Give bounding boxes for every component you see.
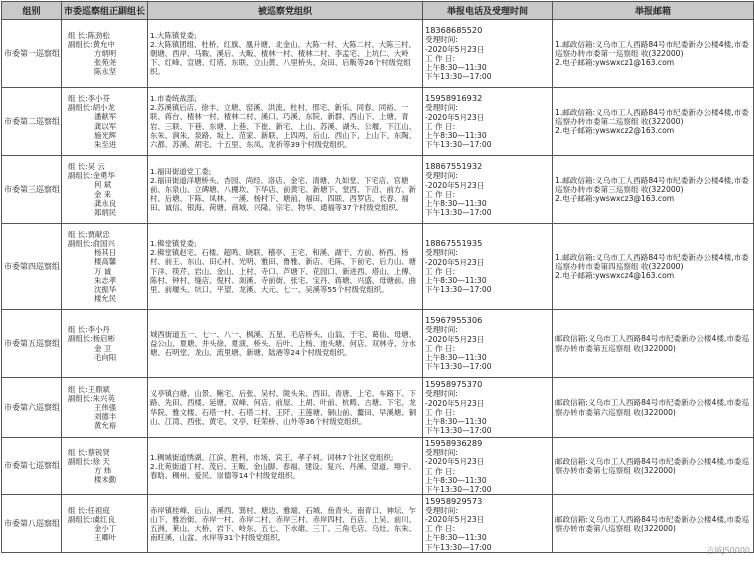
mail-line: 2.电子邮箱:ywswxcz3@163.com (555, 194, 751, 203)
time-line: 工 作 日: (425, 408, 550, 417)
org-paragraph: 2.福田街道洋塘桥头、杏园、尚经、洛店、金宅、清塘、九如堂、下宅店、官塘前、东泉山、立碑塘、八棚坎、下华店、前黄宅、新塘下、堂西、下沿、前方、新村、后塘、下陈、凤林、一溪、杨村下、塘前、福田、四联、西罗店、长春、福田、诚信、银海、荷塘、商城、兴隆、宗宅、物华、通福等37个村级党组织。 (150, 176, 420, 212)
group-cell: 市委第二巡察组 (2, 88, 62, 156)
watermark: 吉城JS0000 (706, 545, 750, 556)
time-line: 受理时间: (425, 506, 550, 515)
report-phone-number: 15967955306 (425, 315, 550, 325)
leader-name: 杨其日 (68, 248, 145, 257)
time-line: 工 作 日: (425, 344, 550, 353)
time-line: 受理时间: (425, 103, 550, 112)
time-line: -2020年5月23日 (425, 335, 550, 344)
table-row (2, 495, 754, 553)
leader-name: 副组长:杨启彬 (68, 334, 145, 343)
time-line: 下午13:30—17:00 (425, 208, 550, 217)
org-cell (148, 378, 423, 438)
time-line: 上午8:30—11:30 (425, 131, 550, 140)
table-body (2, 20, 754, 553)
time-line: 上午8:30—11:30 (425, 63, 550, 72)
time-line: -2020年5月23日 (425, 113, 550, 122)
leader-name: 沈振华 (68, 285, 145, 294)
org-cell (148, 156, 423, 224)
mail-line: 邮政信箱:义乌市工人西路84号市纪委新办公楼4楼,市委巡察办转市委第六巡察组 收(322000) (555, 398, 751, 417)
time-line: -2020年5月23日 (425, 515, 550, 524)
leader-name: 组 长:王鼎斌 (68, 385, 145, 394)
table-row (2, 378, 754, 438)
group-cell: 市委第六巡察组 (2, 378, 62, 438)
time-line: 工 作 日: (425, 524, 550, 533)
time-line: 上午8:30—11:30 (425, 276, 550, 285)
org-paragraph: 1.大陈镇党委; (150, 31, 420, 40)
mail-line: 1.邮政信箱:义乌市工人西路84号市纪委新办公楼4楼,市委巡察办转市委第二巡察组 收(322000) (555, 108, 751, 127)
leader-name: 王伟强 (68, 403, 145, 412)
time-line: 下午13:30—17:00 (425, 485, 550, 494)
leader-name: 金小丁 (68, 524, 145, 533)
time-line: 上午8:30—11:30 (425, 199, 550, 208)
table-row (2, 310, 754, 378)
leader-name: 潘献军 (68, 112, 145, 121)
table-row (2, 156, 754, 224)
org-cell (148, 310, 423, 378)
leader-name: 黄允裕 (68, 421, 145, 430)
leader-name: 方炳明 (68, 49, 145, 58)
mail-line: 2.电子邮箱:ywswxcz4@163.com (555, 271, 751, 280)
group-cell: 市委第七巡察组 (2, 438, 62, 495)
leader-name: 副组长:胡小龙 (68, 103, 145, 112)
mail-line: 1.邮政信箱:义乌市工人西路84号市纪委新办公楼4楼,市委巡察办转市委第一巡察组 收(322000) (555, 40, 751, 59)
time-line: 受理时间: (425, 389, 550, 398)
time-line: 下午13:30—17:00 (425, 543, 550, 552)
leader-cell (62, 88, 148, 156)
time-line: 下午13:30—17:00 (425, 72, 550, 81)
report-phone-number: 15958936289 (425, 438, 550, 448)
mail-line: 2.电子邮箱:ywswxcz1@163.com (555, 58, 751, 67)
group-cell: 市委第五巡察组 (2, 310, 62, 378)
header-phone: 举报电话及受理时间 (423, 2, 553, 20)
time-line: 下午13:30—17:00 (425, 285, 550, 294)
group-cell: 市委第八巡察组 (2, 495, 62, 553)
phone-cell (423, 156, 553, 224)
table-header-row (2, 2, 754, 20)
mail-line: 1.邮政信箱:义乌市工人西路84号市纪委新办公楼4楼,市委巡察办转市委第四巡察组 收(322000) (555, 253, 751, 272)
table-row (2, 438, 754, 495)
leader-name: 楼未勤 (68, 475, 145, 484)
leader-cell (62, 156, 148, 224)
mail-line: 2.电子邮箱:ywswxcz2@163.com (555, 126, 751, 135)
mail-line: 1.邮政信箱:义乌市工人西路84号市纪委新办公楼4楼,市委巡察办转市委第三巡察组 收(322000) (555, 176, 751, 195)
leader-name: 楼高馨 (68, 257, 145, 266)
leader-name: 金 卫 (68, 344, 145, 353)
leader-name: 组 长:任祖庭 (68, 506, 145, 515)
mail-cell (553, 156, 754, 224)
mail-cell (553, 224, 754, 310)
phone-cell (423, 88, 553, 156)
table-row (2, 224, 754, 310)
leader-name: 金 来 (68, 190, 145, 199)
leader-name: 副组长:朱兴英 (68, 394, 145, 403)
header-org: 被巡察党组织 (148, 2, 423, 20)
org-paragraph: 2.北苑街道丁村、茂后、王畈、金山脚、春福、建设、复兴、丹溪、望道、翔宇、春晗、稠州、爱民、崇德等14个村级党组织。 (150, 462, 420, 480)
leader-cell (62, 20, 148, 88)
time-line: 受理时间: (425, 248, 550, 257)
time-line: 下午13:30—17:00 (425, 140, 550, 149)
time-line: 下午13:30—17:00 (425, 362, 550, 371)
org-paragraph: 城西街道五一、七一、八一、枫溪、五星、毛店桥头、山翁、于宅、葛仙、母塘、益公山、夏塘、井头徐、夏演、桥头、后叶、上杨、池头塘、何店、双林寺、分水塘、石明堂、龙山、流里塘、新塘、陆港等24个村级党组织。 (150, 330, 420, 357)
org-paragraph: 1.佛堂镇党委; (150, 239, 420, 248)
time-line: 上午8:30—11:30 (425, 353, 550, 362)
time-line: 上午8:30—11:30 (425, 533, 550, 542)
time-line: 受理时间: (425, 35, 550, 44)
leader-cell (62, 224, 148, 310)
leader-name: 组 长:李小芬 (68, 94, 145, 103)
leader-name: 组 长:蔡锐贤 (68, 448, 145, 457)
table-row (2, 20, 754, 88)
leader-name: 何 斌 (68, 180, 145, 189)
group-cell: 市委第三巡察组 (2, 156, 62, 224)
time-line: 工 作 日: (425, 122, 550, 131)
leader-name: 龚以军 (68, 122, 145, 131)
time-line: 受理时间: (425, 448, 550, 457)
leader-name: 副组长:金勇华 (68, 171, 145, 180)
group-cell: 市委第一巡察组 (2, 20, 62, 88)
leader-name: 方 炜 (68, 466, 145, 475)
org-cell (148, 224, 423, 310)
phone-cell (423, 495, 553, 553)
mail-cell (553, 88, 754, 156)
table-row (2, 88, 754, 156)
leader-name: 施光辉 (68, 131, 145, 140)
org-cell (148, 88, 423, 156)
mail-cell (553, 438, 754, 495)
leader-name: 朱志孝 (68, 276, 145, 285)
report-phone-number: 18867551935 (425, 238, 550, 248)
leader-name: 组 长:吴 云 (68, 162, 145, 171)
org-paragraph: 赤岸镇桂峰、后山、溪西、巽村、塘边、雅端、石城、鱼青头、南青口、神坛、乍山下、雅治街、赤岸一村、赤岸二村、赤岸三村、赤岸四村、百店、上吴、前川、五洲、莱山、大桥、岩下、岭东、五七、下水碓、三丁、三角毛店、乌灶、东朱、南旺溪、山盆、水岸等31个村级党组织。 (150, 506, 420, 542)
leader-cell (62, 310, 148, 378)
org-paragraph: 1.稠城街道绣湖、江滨、胜利、市场、宾王、孝子祠、词林7个社区党组织; (150, 453, 420, 462)
org-paragraph: 义亭镇白塘、山景、鲍宅、后张、吴村、陇头朱、西田、青唐、上宅、车路下、下路、先田、西楼、延塘、双峰、何店、前屋、上胡、叶前、杭畴、古塘、下宅、龙华院、雅文楼、石塔一村、石塔二村、王阡、王莲塘、铜山前、鳌田、早溪塘、铜山、江湾、西张、黄宅、文亭、旺荣桥、山外等36个村级党组织。 (150, 389, 420, 425)
mail-cell (553, 310, 754, 378)
leader-name: 组 长:李小丹 (68, 325, 145, 334)
leader-cell (62, 495, 148, 553)
phone-cell (423, 378, 553, 438)
leader-name: 副组长:黄允中 (68, 40, 145, 49)
leader-name: 朱至进 (68, 140, 145, 149)
phone-cell (423, 310, 553, 378)
time-line: -2020年5月23日 (425, 258, 550, 267)
org-paragraph: 2.苏溪镇后店、徐丰、立塘、窑溪、洪流、杜村、邢宅、新乐、同春、同裕、一联、蒋台、楂林一村、楂林二村、溪口、巧溪、东院、新群、西山下、上塘、青岩、三联、下巷、东塘、上巷、下崔、新宅、上山、苏溪、湖头、公堰、下江山、东朱、涧朱、泉路、坂上、范家、新联、上四两、后山、西山下、上山下、东陶、六都、苏溪、胡宅、十五里、东凤、龙祈等39个村级党组织。 (150, 103, 420, 148)
inspection-table (1, 1, 754, 553)
time-line: 工 作 日: (425, 267, 550, 276)
time-line: 上午8:30—11:30 (425, 476, 550, 485)
time-line: 工 作 日: (425, 190, 550, 199)
org-paragraph: 1.市委统战部; (150, 94, 420, 103)
leader-name: 组 长:贾献忠 (68, 230, 145, 239)
leader-name: 刘德丰 (68, 412, 145, 421)
leader-name: 毛向阳 (68, 353, 145, 362)
time-line: -2020年5月23日 (425, 457, 550, 466)
leader-cell (62, 438, 148, 495)
time-line: -2020年5月23日 (425, 45, 550, 54)
leader-name: 楼允民 (68, 294, 145, 303)
org-paragraph: 2.大陈镇团组、杜桥、红旗、凰升塘、北金山、大陈一村、大陈二村、大陈三村、朝塘、西岸、马鞍、溪后、大畈、楂林一村、楂林二村、李孟宅、上坑仁、大岭下、红峰、宣塘、灯塔、东联、立山黄、八里桥头、众田、后畈等26个村级党组织。 (150, 40, 420, 76)
mail-line: 邮政信箱:义乌市工人西路84号市纪委新办公楼4楼,市委巡察办转市委第八巡察组 收(322000) (555, 515, 751, 534)
time-line: 工 作 日: (425, 54, 550, 63)
leader-name: 副组长:俞国兴 (68, 239, 145, 248)
header-group: 组别 (2, 2, 62, 20)
org-paragraph: 1.福田街道党工委; (150, 167, 420, 176)
leader-name: 副组长:徐 天 (68, 457, 145, 466)
leader-name: 陈永坚 (68, 67, 145, 76)
org-cell (148, 495, 423, 553)
leader-name: 郑炳民 (68, 208, 145, 217)
time-line: 下午13:30—17:00 (425, 426, 550, 435)
leader-name: 组 长:陈劲松 (68, 31, 145, 40)
group-cell: 市委第四巡察组 (2, 224, 62, 310)
time-line: 工 作 日: (425, 467, 550, 476)
time-line: -2020年5月23日 (425, 399, 550, 408)
leader-name: 副组长:虞红良 (68, 515, 145, 524)
phone-cell (423, 20, 553, 88)
report-phone-number: 15958916932 (425, 93, 550, 103)
leader-name: 龚永良 (68, 199, 145, 208)
mail-cell (553, 20, 754, 88)
leader-name: 王卿叶 (68, 533, 145, 542)
time-line: 受理时间: (425, 325, 550, 334)
report-phone-number: 15958975370 (425, 379, 550, 389)
leader-name: 张苑尧 (68, 58, 145, 67)
leader-cell (62, 378, 148, 438)
time-line: 上午8:30—11:30 (425, 417, 550, 426)
leader-name: 万 诚 (68, 267, 145, 276)
header-mail: 举报邮箱 (553, 2, 754, 20)
phone-cell (423, 224, 553, 310)
org-cell (148, 20, 423, 88)
time-line: -2020年5月23日 (425, 181, 550, 190)
report-phone-number: 18867551932 (425, 161, 550, 171)
header-leader: 市委巡察组正副组长 (62, 2, 148, 20)
phone-cell (423, 438, 553, 495)
report-phone-number: 15958929573 (425, 496, 550, 506)
report-phone-number: 18368685520 (425, 25, 550, 35)
org-paragraph: 2.佛堂镇赵宅、石楼、超鸣、晓联、稽亭、王宅、和溪、湖干、方前、桥西、杨村、前王、东山、田心村、光明、雅田、鲁雅、新店、毛陈、下前宅、后力山、塘下洋、筷芹、岩山、金山、上村、寺口、芦塘下、花园口、新进西、塔山、上傅、陈村、钟村、缝店、倪村、剡溪、寺前街、张宅、宝丹、蒋塘、兴盛、母塘前、曲里、前堰头、坑口、平望、龙溪、大元、七一、吴溪等55个村级党组织。 (150, 248, 420, 293)
time-line: 受理时间: (425, 171, 550, 180)
org-cell (148, 438, 423, 495)
mail-line: 邮政信箱:义乌市工人西路84号市纪委新办公楼4楼,市委巡察办转市委第五巡察组 收(322000) (555, 334, 751, 353)
mail-cell (553, 378, 754, 438)
mail-line: 邮政信箱:义乌市工人西路84号市纪委新办公楼4楼,市委巡察办转市委第七巡察组 收(322000) (555, 457, 751, 476)
